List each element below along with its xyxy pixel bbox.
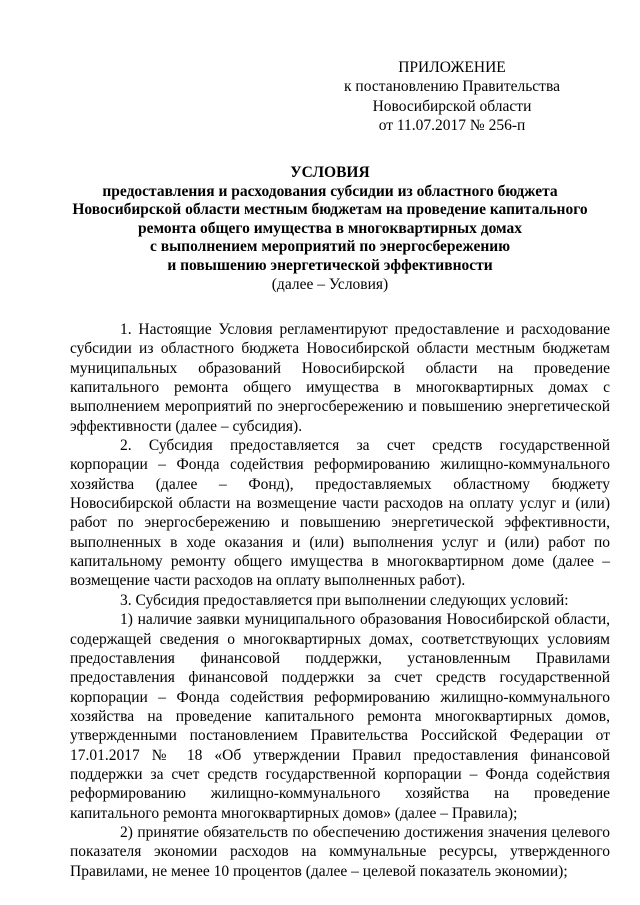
title-heading: УСЛОВИЯ xyxy=(290,164,370,181)
document-body xyxy=(70,320,610,881)
paragraph-2: 2. Субсидия предоставляется за счет средств государственной корпорации – Фонда содействия реформированию жилищно-коммунального хозяйства (далее – Фонд), предоставляемых областному бюджету Новосибирской области на возмещение части расходов на оплату услуг и (или) работ по энергосбережению и повышению энергетической эффективности, выполненных в ходе оказания и (или) выполнения услуг и (или) работ по капитальному ремонту общего имущества в многоквартирном доме (далее – возмещение части расходов на оплату выполненных работ). xyxy=(70,437,610,590)
annex-line-2: Новосибирской области xyxy=(372,97,532,115)
paragraph-3-1: 1) наличие заявки муниципального образования Новосибирской области, содержащей сведения о многоквартирных домах, соответствующих условиям предоставления финансовой поддержки, установленным Правилами предоставления финансовой поддержки за счет средств государственной корпорации – Фонда содействия реформированию жилищно-коммунального хозяйства на проведение капитального ремонта многоквартирных домов, утвержденными постановлением Правительства Российской Федерации от 17.01.2017 № 18 «Об утверждении Правил предоставления финансовой поддержки за счет средств государственной корпорации – Фонда содействия реформированию жилищно-коммунального хозяйства на проведение капитального ремонта многоквартирных домов» (далее – Правила); xyxy=(70,611,610,822)
title-line-4: с выполнением мероприятий по энергосбережению xyxy=(149,238,511,256)
document-title xyxy=(70,164,590,294)
title-line-3: ремонта общего имущества в многоквартирных домах xyxy=(137,219,522,237)
annex-line-3: от 11.07.2017 № 256-п xyxy=(378,117,526,135)
annex-label: ПРИЛОЖЕНИЕ xyxy=(398,59,506,76)
paragraph-3: 3. Субсидия предоставляется при выполнении следующих условий: xyxy=(120,591,569,609)
paragraph-1: 1. Настоящие Условия регламентируют предоставление и расходование субсидии из областного бюджета Новосибирской области местным бюджетам муниципальных образований Новосибирской области на проведение капитального ремонта общего имущества в многоквартирных домах с выполнением мероприятий по энергосбережению и повышению энергетической эффективности (далее – субсидия). xyxy=(70,321,610,435)
annex-line-1: к постановлению Правительства xyxy=(344,78,560,96)
title-line-1: предоставления и расходования субсидии из областного бюджета xyxy=(102,182,558,200)
title-line-2: Новосибирской области местным бюджетам на проведение капитального xyxy=(72,201,588,219)
title-note: (далее – Условия) xyxy=(271,275,389,293)
paragraph-3-2: 2) принятие обязательств по обеспечению достижения значения целевого показателя экономии расходов на коммунальные ресурсы, утвержденного Правилами, не менее 10 процентов (далее – целевой показатель экономии); xyxy=(70,823,610,880)
annex-header xyxy=(322,58,582,136)
title-line-5: и повышению энергетической эффективности xyxy=(167,256,493,274)
